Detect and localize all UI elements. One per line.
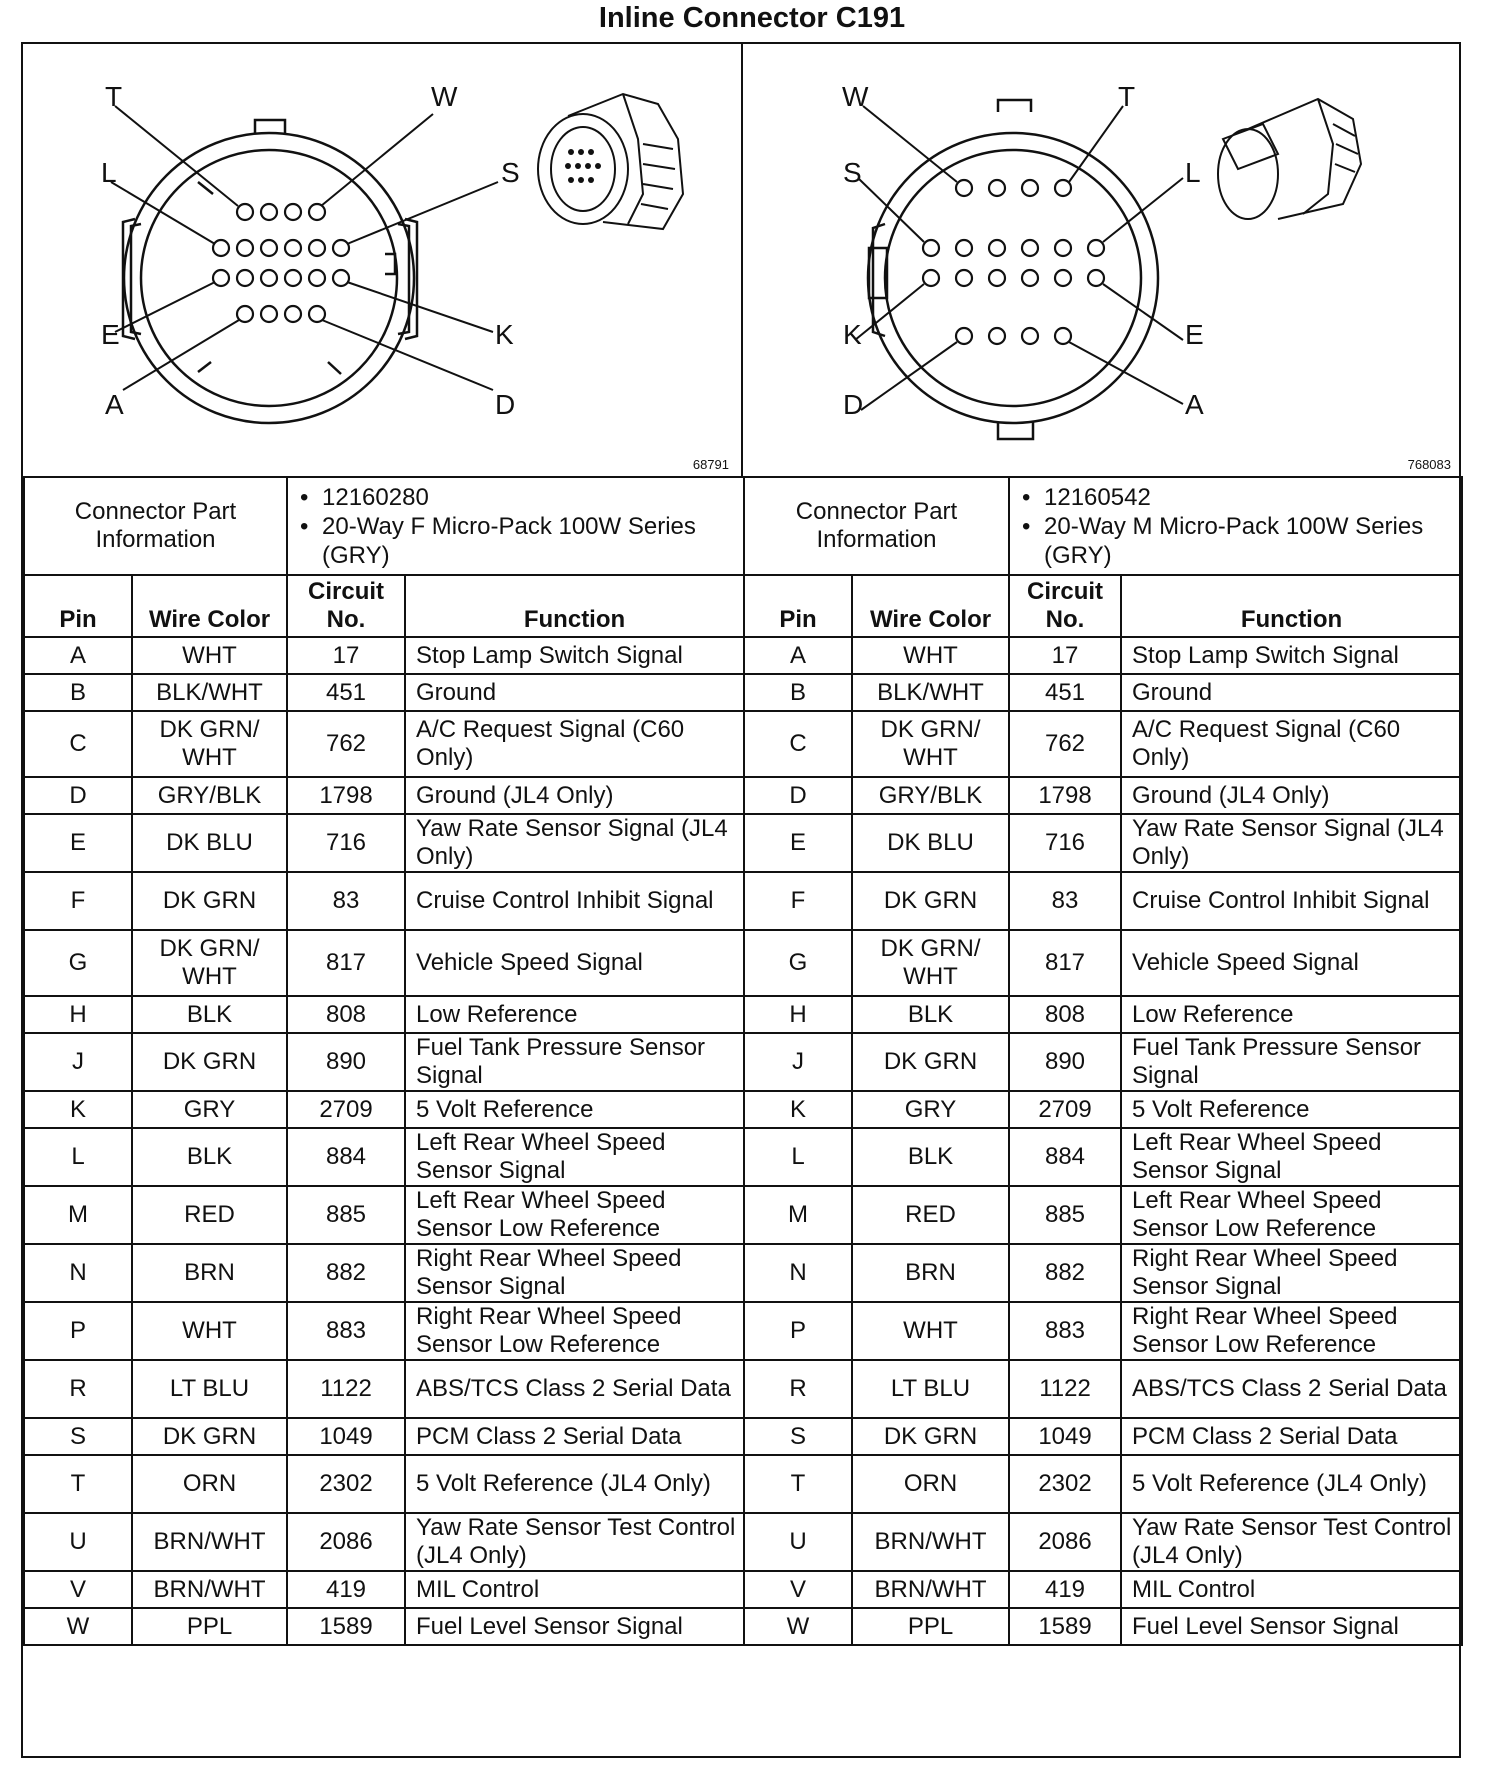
circuit-cell: 1798 bbox=[1009, 777, 1121, 814]
pin-cell: T bbox=[744, 1455, 852, 1513]
pin-label-a: A bbox=[1185, 389, 1204, 420]
circuit-cell: 17 bbox=[287, 637, 405, 674]
wire-color-cell: DK BLU bbox=[852, 814, 1009, 872]
function-cell: Right Rear Wheel Speed Sensor Low Reference bbox=[405, 1302, 744, 1360]
table-row bbox=[24, 1186, 744, 1244]
function-cell: MIL Control bbox=[1121, 1571, 1462, 1608]
connector-frame bbox=[21, 42, 1461, 1758]
pin-cell: E bbox=[744, 814, 852, 872]
pin-label-s: S bbox=[501, 157, 520, 188]
function-cell: 5 Volt Reference (JL4 Only) bbox=[405, 1455, 744, 1513]
pin-cell: P bbox=[24, 1302, 132, 1360]
wire-color-cell: DK GRN/ WHT bbox=[132, 930, 287, 996]
table-row bbox=[24, 814, 744, 872]
wire-color-cell: LT BLU bbox=[132, 1360, 287, 1418]
wire-color-cell: WHT bbox=[852, 637, 1009, 674]
function-cell: Yaw Rate Sensor Test Control (JL4 Only) bbox=[405, 1513, 744, 1571]
table-row bbox=[744, 777, 1462, 814]
pin-cell: U bbox=[744, 1513, 852, 1571]
table-row bbox=[744, 1418, 1462, 1455]
circuit-cell: 890 bbox=[1009, 1033, 1121, 1091]
circuit-cell: 884 bbox=[287, 1128, 405, 1186]
function-cell: Ground bbox=[1121, 674, 1462, 711]
wire-color-cell: DK GRN bbox=[132, 1033, 287, 1091]
wire-color-cell: BLK bbox=[852, 996, 1009, 1033]
pin-label-w: W bbox=[431, 81, 458, 112]
table-row bbox=[24, 1033, 744, 1091]
circuit-cell: 885 bbox=[287, 1186, 405, 1244]
pin-cell: G bbox=[744, 930, 852, 996]
pin-cell: M bbox=[744, 1186, 852, 1244]
table-row bbox=[24, 1608, 744, 1645]
circuit-cell: 1049 bbox=[287, 1418, 405, 1455]
wire-color-header: Wire Color bbox=[852, 575, 1009, 637]
circuit-cell: 1589 bbox=[287, 1608, 405, 1645]
circuit-cell: 882 bbox=[1009, 1244, 1121, 1302]
wire-color-cell: WHT bbox=[852, 1302, 1009, 1360]
circuit-cell: 2709 bbox=[287, 1091, 405, 1128]
part-number: • 12160280 bbox=[322, 483, 735, 512]
wire-color-cell: GRY/BLK bbox=[852, 777, 1009, 814]
pin-cell: W bbox=[744, 1608, 852, 1645]
function-cell: PCM Class 2 Serial Data bbox=[405, 1418, 744, 1455]
table-row bbox=[744, 1091, 1462, 1128]
pin-cell: U bbox=[24, 1513, 132, 1571]
female-connector-drawing bbox=[23, 44, 741, 478]
wire-color-cell: PPL bbox=[852, 1608, 1009, 1645]
function-cell: PCM Class 2 Serial Data bbox=[1121, 1418, 1462, 1455]
circuit-cell: 882 bbox=[287, 1244, 405, 1302]
function-cell: Vehicle Speed Signal bbox=[1121, 930, 1462, 996]
function-cell: Cruise Control Inhibit Signal bbox=[1121, 872, 1462, 930]
table-row bbox=[24, 1418, 744, 1455]
table-row bbox=[24, 872, 744, 930]
function-cell: 5 Volt Reference (JL4 Only) bbox=[1121, 1455, 1462, 1513]
part-number: • 12160542 bbox=[1044, 483, 1453, 512]
wire-color-cell: WHT bbox=[132, 1302, 287, 1360]
pin-cell: E bbox=[24, 814, 132, 872]
wire-color-cell: BLK bbox=[132, 996, 287, 1033]
table-row bbox=[744, 1033, 1462, 1091]
pin-cell: N bbox=[744, 1244, 852, 1302]
pin-cell: K bbox=[24, 1091, 132, 1128]
circuit-cell: 883 bbox=[287, 1302, 405, 1360]
pin-label-t: T bbox=[1118, 81, 1136, 112]
circuit-cell: 808 bbox=[287, 996, 405, 1033]
circuit-cell: 1798 bbox=[287, 777, 405, 814]
pin-cell: C bbox=[24, 711, 132, 777]
pin-cell: L bbox=[24, 1128, 132, 1186]
table-row bbox=[744, 674, 1462, 711]
circuit-cell: 2302 bbox=[1009, 1455, 1121, 1513]
wire-color-cell: GRY/BLK bbox=[132, 777, 287, 814]
wire-color-cell: LT BLU bbox=[852, 1360, 1009, 1418]
wire-color-cell: BLK bbox=[852, 1128, 1009, 1186]
part-info-row bbox=[744, 477, 1462, 575]
function-cell: Low Reference bbox=[1121, 996, 1462, 1033]
part-info-label: Connector Part Information bbox=[24, 477, 287, 575]
female-pinout-table bbox=[23, 476, 745, 1646]
pin-cell: A bbox=[24, 637, 132, 674]
wire-color-cell: DK GRN bbox=[132, 1418, 287, 1455]
circuit-cell: 419 bbox=[1009, 1571, 1121, 1608]
wire-color-cell: BRN/WHT bbox=[852, 1513, 1009, 1571]
function-cell: MIL Control bbox=[405, 1571, 744, 1608]
pin-label-k: K bbox=[495, 319, 514, 350]
pin-cell: S bbox=[744, 1418, 852, 1455]
function-header: Function bbox=[405, 575, 744, 637]
function-cell: Left Rear Wheel Speed Sensor Low Reference bbox=[405, 1186, 744, 1244]
function-cell: Fuel Level Sensor Signal bbox=[1121, 1608, 1462, 1645]
table-row bbox=[24, 1244, 744, 1302]
wire-color-cell: GRY bbox=[132, 1091, 287, 1128]
circuit-cell: 419 bbox=[287, 1571, 405, 1608]
pin-label-s: S bbox=[843, 157, 862, 188]
table-row bbox=[744, 930, 1462, 996]
circuit-cell: 884 bbox=[1009, 1128, 1121, 1186]
table-row bbox=[24, 1128, 744, 1186]
function-cell: A/C Request Signal (C60 Only) bbox=[1121, 711, 1462, 777]
table-row bbox=[24, 674, 744, 711]
wire-color-cell: DK GRN/ WHT bbox=[852, 711, 1009, 777]
function-cell: Low Reference bbox=[405, 996, 744, 1033]
table-row bbox=[744, 1608, 1462, 1645]
wire-color-cell: DK GRN bbox=[132, 872, 287, 930]
table-row bbox=[744, 996, 1462, 1033]
function-cell: Left Rear Wheel Speed Sensor Signal bbox=[1121, 1128, 1462, 1186]
function-cell: Cruise Control Inhibit Signal bbox=[405, 872, 744, 930]
circuit-cell: 1122 bbox=[287, 1360, 405, 1418]
table-row bbox=[744, 1186, 1462, 1244]
pin-cell: J bbox=[744, 1033, 852, 1091]
circuit-cell: 2086 bbox=[1009, 1513, 1121, 1571]
pin-cell: K bbox=[744, 1091, 852, 1128]
part-info-row bbox=[24, 477, 744, 575]
pin-label-e: E bbox=[1185, 319, 1204, 350]
function-cell: Yaw Rate Sensor Signal (JL4 Only) bbox=[405, 814, 744, 872]
wire-color-header: Wire Color bbox=[132, 575, 287, 637]
pin-cell: F bbox=[24, 872, 132, 930]
table-row bbox=[24, 930, 744, 996]
wire-color-cell: ORN bbox=[132, 1455, 287, 1513]
wire-color-cell: BRN/WHT bbox=[132, 1571, 287, 1608]
pin-label-t: T bbox=[105, 81, 123, 112]
pin-cell: F bbox=[744, 872, 852, 930]
circuit-cell: 716 bbox=[287, 814, 405, 872]
pin-cell: M bbox=[24, 1186, 132, 1244]
function-cell: Yaw Rate Sensor Signal (JL4 Only) bbox=[1121, 814, 1462, 872]
male-connector-drawing bbox=[743, 44, 1461, 478]
wire-color-cell: DK GRN bbox=[852, 1033, 1009, 1091]
circuit-cell: 83 bbox=[1009, 872, 1121, 930]
pin-cell: V bbox=[744, 1571, 852, 1608]
circuit-cell: 1122 bbox=[1009, 1360, 1121, 1418]
table-row bbox=[24, 1455, 744, 1513]
part-info-label: Connector Part Information bbox=[744, 477, 1009, 575]
function-cell: Vehicle Speed Signal bbox=[405, 930, 744, 996]
pin-cell: H bbox=[24, 996, 132, 1033]
table-row bbox=[744, 1455, 1462, 1513]
pin-label-l: L bbox=[101, 157, 117, 188]
pin-cell: B bbox=[744, 674, 852, 711]
pin-cell: L bbox=[744, 1128, 852, 1186]
part-info-list bbox=[287, 477, 744, 575]
circuit-cell: 808 bbox=[1009, 996, 1121, 1033]
table-row bbox=[744, 1244, 1462, 1302]
page-title: Inline Connector C191 bbox=[598, 2, 906, 34]
circuit-cell: 1589 bbox=[1009, 1608, 1121, 1645]
wire-color-cell: BLK/WHT bbox=[132, 674, 287, 711]
circuit-cell: 2302 bbox=[287, 1455, 405, 1513]
wire-color-cell: BRN bbox=[852, 1244, 1009, 1302]
circuit-cell: 451 bbox=[1009, 674, 1121, 711]
wire-color-cell: ORN bbox=[852, 1455, 1009, 1513]
wire-color-cell: GRY bbox=[852, 1091, 1009, 1128]
table-row bbox=[744, 711, 1462, 777]
circuit-header: Circuit No. bbox=[287, 575, 405, 637]
function-cell: Right Rear Wheel Speed Sensor Signal bbox=[405, 1244, 744, 1302]
function-cell: Left Rear Wheel Speed Sensor Signal bbox=[405, 1128, 744, 1186]
pin-header: Pin bbox=[24, 575, 132, 637]
wire-color-cell: BLK bbox=[132, 1128, 287, 1186]
function-cell: Left Rear Wheel Speed Sensor Low Reference bbox=[1121, 1186, 1462, 1244]
pin-cell: T bbox=[24, 1455, 132, 1513]
function-cell: 5 Volt Reference bbox=[405, 1091, 744, 1128]
circuit-cell: 451 bbox=[287, 674, 405, 711]
pin-cell: P bbox=[744, 1302, 852, 1360]
table-row bbox=[24, 1571, 744, 1608]
wire-color-cell: PPL bbox=[132, 1608, 287, 1645]
function-cell: Fuel Level Sensor Signal bbox=[405, 1608, 744, 1645]
pin-cell: W bbox=[24, 1608, 132, 1645]
function-cell: Stop Lamp Switch Signal bbox=[1121, 637, 1462, 674]
part-description: • 20-Way M Micro-Pack 100W Series (GRY) bbox=[1044, 512, 1453, 570]
function-cell: Fuel Tank Pressure Sensor Signal bbox=[405, 1033, 744, 1091]
circuit-cell: 817 bbox=[287, 930, 405, 996]
pin-cell: S bbox=[24, 1418, 132, 1455]
pin-cell: G bbox=[24, 930, 132, 996]
part-description: • 20-Way F Micro-Pack 100W Series (GRY) bbox=[322, 512, 735, 570]
pin-cell: H bbox=[744, 996, 852, 1033]
pin-cell: D bbox=[744, 777, 852, 814]
function-cell: ABS/TCS Class 2 Serial Data bbox=[405, 1360, 744, 1418]
pin-cell: D bbox=[24, 777, 132, 814]
table-row bbox=[744, 1128, 1462, 1186]
table-row bbox=[744, 1360, 1462, 1418]
table-row bbox=[744, 1571, 1462, 1608]
pin-cell: R bbox=[24, 1360, 132, 1418]
function-cell: 5 Volt Reference bbox=[1121, 1091, 1462, 1128]
function-cell: Yaw Rate Sensor Test Control (JL4 Only) bbox=[1121, 1513, 1462, 1571]
pin-cell: J bbox=[24, 1033, 132, 1091]
circuit-header: Circuit No. bbox=[1009, 575, 1121, 637]
figure-number: 768083 bbox=[1407, 457, 1451, 472]
wire-color-cell: BLK/WHT bbox=[852, 674, 1009, 711]
pin-header: Pin bbox=[744, 575, 852, 637]
figure-number: 68791 bbox=[692, 457, 729, 472]
pin-label-w: W bbox=[842, 81, 869, 112]
function-cell: ABS/TCS Class 2 Serial Data bbox=[1121, 1360, 1462, 1418]
male-connector-diagram bbox=[743, 44, 1463, 478]
pin-label-a: A bbox=[105, 389, 124, 420]
header-row bbox=[24, 575, 744, 637]
circuit-cell: 2709 bbox=[1009, 1091, 1121, 1128]
circuit-cell: 817 bbox=[1009, 930, 1121, 996]
pin-label-e: E bbox=[101, 319, 120, 350]
wire-color-cell: RED bbox=[132, 1186, 287, 1244]
male-connector-sketch bbox=[1218, 99, 1361, 219]
part-info-list bbox=[1009, 477, 1462, 575]
pin-label-l: L bbox=[1185, 157, 1201, 188]
function-cell: Ground (JL4 Only) bbox=[1121, 777, 1462, 814]
table-row bbox=[24, 996, 744, 1033]
table-row bbox=[24, 777, 744, 814]
wire-color-cell: DK GRN bbox=[852, 1418, 1009, 1455]
function-cell: Right Rear Wheel Speed Sensor Low Reference bbox=[1121, 1302, 1462, 1360]
function-cell: A/C Request Signal (C60 Only) bbox=[405, 711, 744, 777]
pin-cell: V bbox=[24, 1571, 132, 1608]
wire-color-cell: BRN bbox=[132, 1244, 287, 1302]
table-row bbox=[24, 1091, 744, 1128]
table-row bbox=[24, 637, 744, 674]
function-header: Function bbox=[1121, 575, 1462, 637]
pin-cell: B bbox=[24, 674, 132, 711]
table-row bbox=[744, 1302, 1462, 1360]
pin-cell: R bbox=[744, 1360, 852, 1418]
female-connector-sketch bbox=[538, 94, 683, 229]
wire-color-cell: RED bbox=[852, 1186, 1009, 1244]
circuit-cell: 890 bbox=[287, 1033, 405, 1091]
pin-cell: C bbox=[744, 711, 852, 777]
wire-color-cell: DK GRN bbox=[852, 872, 1009, 930]
table-row bbox=[744, 1513, 1462, 1571]
wire-color-cell: WHT bbox=[132, 637, 287, 674]
table-row bbox=[744, 814, 1462, 872]
pin-cell: N bbox=[24, 1244, 132, 1302]
circuit-cell: 17 bbox=[1009, 637, 1121, 674]
wire-color-cell: DK BLU bbox=[132, 814, 287, 872]
pin-label-d: D bbox=[495, 389, 516, 420]
circuit-cell: 716 bbox=[1009, 814, 1121, 872]
circuit-cell: 762 bbox=[287, 711, 405, 777]
circuit-cell: 885 bbox=[1009, 1186, 1121, 1244]
table-row bbox=[744, 637, 1462, 674]
circuit-cell: 1049 bbox=[1009, 1418, 1121, 1455]
wire-color-cell: DK GRN/ WHT bbox=[132, 711, 287, 777]
wire-color-cell: DK GRN/ WHT bbox=[852, 930, 1009, 996]
circuit-cell: 83 bbox=[287, 872, 405, 930]
function-cell: Ground (JL4 Only) bbox=[405, 777, 744, 814]
table-row bbox=[744, 872, 1462, 930]
wire-color-cell: BRN/WHT bbox=[132, 1513, 287, 1571]
male-pinout-table bbox=[743, 476, 1463, 1646]
table-row bbox=[24, 1513, 744, 1571]
pin-label-d: D bbox=[843, 389, 864, 420]
wire-color-cell: BRN/WHT bbox=[852, 1571, 1009, 1608]
pin-label-k: K bbox=[843, 319, 862, 350]
circuit-cell: 762 bbox=[1009, 711, 1121, 777]
function-cell: Fuel Tank Pressure Sensor Signal bbox=[1121, 1033, 1462, 1091]
function-cell: Right Rear Wheel Speed Sensor Signal bbox=[1121, 1244, 1462, 1302]
circuit-cell: 883 bbox=[1009, 1302, 1121, 1360]
pin-cell: A bbox=[744, 637, 852, 674]
table-row bbox=[24, 1360, 744, 1418]
circuit-cell: 2086 bbox=[287, 1513, 405, 1571]
table-row bbox=[24, 711, 744, 777]
header-row bbox=[744, 575, 1462, 637]
female-connector-diagram bbox=[23, 44, 743, 478]
function-cell: Ground bbox=[405, 674, 744, 711]
table-row bbox=[24, 1302, 744, 1360]
function-cell: Stop Lamp Switch Signal bbox=[405, 637, 744, 674]
